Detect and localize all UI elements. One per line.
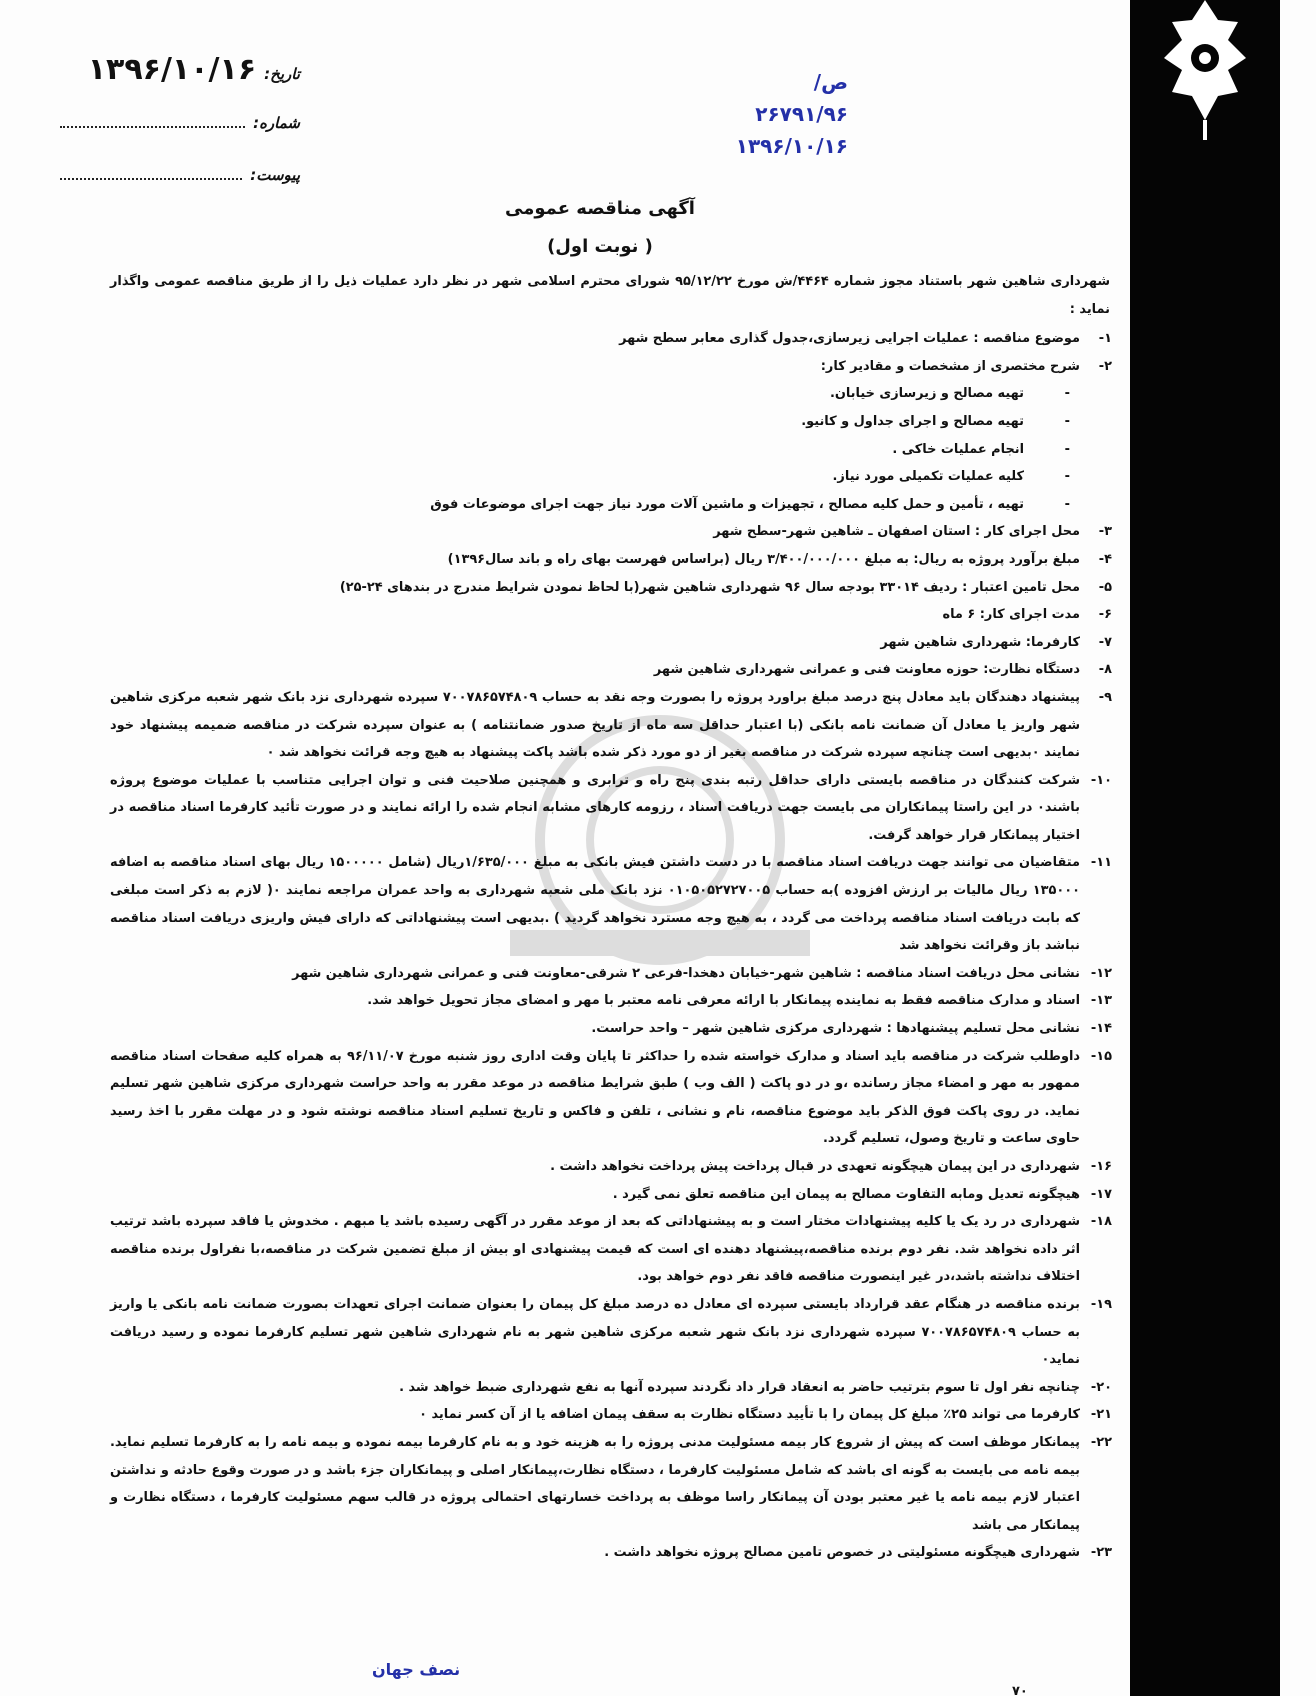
clause-text: شهرداری در این پیمان هیچگونه تعهدی در قبال پرداخت پیش پرداخت نخواهد داشت . [550,1159,1080,1174]
clause-text: داوطلب شرکت در مناقصه باید اسناد و مدارک خواسته شده را حداکثر تا پایان وقت اداری روز شنبه مورخ ۹۶/۱۱/۰۷ به همراه کلیه صفحات اسناد مناقصه ممهور به مهر و امضاء مجاز رسانده ،و در دو پاکت ( الف وب ) طبق شرایط مناقصه در موعد مقرر به واحد حراست شهرداری مرکزی شاهین شهر تسلیم نماید. در روی پاکت فوق الذکر باید موضوع مناقصه، نام و نشانی ، تلفن و فاکس و تاریخ تسلیم اسناد مناقصه نوشته شود و در مهلت مقرر با اخذ رسید حاوی ساعت و تاریخ وصول، تسلیم گردد. [110,1048,1080,1147]
clause-number: ۱۹- [1090,1296,1112,1312]
letter-header [60,52,300,208]
clause-text: نشانی محل دریافت اسناد مناقصه : شاهین شهر-خیابان دهخدا-فرعی ۲ شرقی-معاونت فنی و عمرانی شهرداری شاهین شهر [292,965,1080,981]
clause [110,1374,1110,1402]
clause-number: ۷- [1098,634,1112,650]
clause-number: ۲۲- [1090,1434,1112,1450]
tender-body [110,268,1110,1567]
clause-text: متقاضیان می توانند جهت دریافت اسناد مناقصه با در دست داشتن فیش بانکی به مبلغ ۱/۶۳۵/۰۰۰ریال (شامل ۱۵۰۰۰۰۰ ریال بهای اسناد مناقصه به اضافه ۱۳۵۰۰۰ ریال مالیات بر ارزش افزوده )به حساب ۰۱۰۵۰۵۲۷۲۷۰۰۵ نزد بانک ملی شعبه شهرداری به واحد عمران مراجعه نمایند ٠( لازم به ذکر است مبلغی که بابت دریافت اسناد مناقصه پرداخت می گردد ، به هیچ وجه مسترد نخواهد گردید ) .بدیهی است پیشنهاداتی که دارای فیش واریزی دریافت اسناد مناقصه نباشد باز وقرائت نخواهد شد [110,855,1080,954]
clause-number: ۶- [1098,607,1112,623]
clause [110,601,1110,629]
clause [110,1401,1110,1429]
number-label: شماره: [253,114,300,132]
date-value: ۱۳۹۶/۱۰/۱۶ [87,52,257,87]
spec-text: کلیه عملیات تکمیلی مورد نیاز. [832,469,1024,485]
clause-number: ۸- [1098,662,1112,678]
clause [110,849,1110,959]
clause-text: شرکت کنندگان در مناقصه بایستی دارای حداقل رتبه بندی پنج راه و ترابری و همچنین صلاحیت فنی و توان اجرایی متناسب با عملیات موضوع پروژه باشند٠ در این راستا پیمانکاران می بایست جهت دریافت اسناد ، رزومه کارهای مشابه انجام شده را ارائه نمایند و در صورت تأئید کارفرما اسناد مناقصه در اختیار پیمانکار قرار خواهد گرفت. [110,772,1080,843]
clause-text: مدت اجرای کار: ۶ ماه [942,607,1080,623]
clause-number: ۵- [1098,579,1112,595]
clause [110,1208,1110,1291]
page-subtitle: ( نوبت اول) [547,236,653,257]
clause-text: هیچگونه تعدیل ومابه التفاوت مصالح به پیمان این مناقصه تعلق نمی گیرد . [612,1186,1080,1202]
clause [110,546,1110,574]
clause-number: ۹- [1098,689,1112,705]
spec-text: تهیه ، تأمین و حمل کلیه مصالح ، تجهیزات و ماشین آلات مورد نیاز جهت اجرای موضوعات فوق [430,496,1024,512]
clause-number: ۲۱- [1090,1407,1112,1423]
spec-item [110,436,1080,464]
clause-text: پیشنهاد دهندگان باید معادل پنج درصد مبلغ براورد پروژه را بصورت وجه نقد به حساب ۷۰۰۷۸۶۵۷۴۸۰۹ سپرده شهرداری نزد بانک شهر شعبه مرکزی شاهین شهر واریز یا معادل آن ضمانت نامه بانکی (با اعتبار حداقل سه ماه از تاریخ صدور ضمانتنامه ) به عنوان سپرده شرکت در مناقصه ضمیمه پیشنهاد خود نمایند ٠بدیهی است چنانچه سپرده شرکت در مناقصه بغیر از دو مورد ذکر شده باشد پاکت پیشنهاد به هیچ وجه قرائت نخواهد شد ٠ [110,689,1080,761]
clause-number: ۱۸- [1090,1214,1112,1230]
clause-text: کارفرما: شهرداری شاهین شهر [880,634,1080,650]
clause-number: ۱۶- [1090,1159,1112,1174]
page-title: آگهی مناقصه عمومی [505,198,695,219]
clause-number: ۱۲- [1090,965,1112,981]
clause-text: مبلغ برآورد پروژه به ریال: به مبلغ ۳/۴۰۰/۰۰۰/۰۰۰ ریال (براساس فهرست بهای راه و باند سال۱۳۹۶) [447,551,1080,567]
clause [110,684,1110,767]
clauses-list [110,325,1110,1567]
page-number: ۷۰ [1012,1684,1028,1699]
clause [110,1043,1110,1153]
clause-number: ۲- [1098,358,1112,374]
attachment-row [60,156,300,208]
clause [110,353,1110,519]
clause-text: محل اجرای کار : استان اصفهان ـ شاهین شهر-سطح شهر [713,524,1080,540]
clause-text: پیمانکار موظف است که پیش از شروع کار بیمه مسئولیت مدنی پروژه را به هزینه خود و به نام کارفرما بیمه نموده و بیمه نامه را به کارفرما تسلیم نماید. بیمه نامه می بایست به گونه ای باشد که شامل مسئولیت کارفرما ، دستگاه نظارت،پیمانکار اصلی و پیمانکاران جزء باشد و در صورت وقوع حادثه و نداشتن اعتبار لازم بیمه نامه یا غیر معتبر بودن آن پیمانکار راسا موظف به پرداخت خسارتهای احتمالی پروژه در قالب سهم مسئولیت کارفرما ، دستگاه نظارت و پیمانکار می باشد [110,1434,1080,1533]
clause-number: ۱۵- [1090,1048,1112,1064]
clause-text: نشانی محل تسلیم پیشنهادها : شهرداری مرکزی شاهین شهر – واحد حراست. [591,1021,1080,1037]
clause-number: ۱۷- [1090,1186,1112,1202]
work-specs-list [110,380,1080,518]
clause-number: ۲۰- [1090,1379,1112,1395]
clause [110,1015,1110,1043]
clause [110,518,1110,546]
spec-text: انجام عملیات خاکی . [892,441,1024,457]
clause [110,1539,1110,1567]
date-row [60,52,300,104]
spec-item [110,408,1080,436]
clause-text: کارفرما می تواند ۲۵٪ مبلغ کل پیمان را با تأیید دستگاه نظارت به سقف پیمان اضافه یا از آن کسر نماید ٠ [419,1407,1080,1423]
decorative-side-band [1130,0,1280,1696]
dash-bullet: - [1064,496,1070,512]
clause-text: اسناد و مدارک مناقصه فقط به نماینده پیمانکار با ارائه معرفی نامه معتبر با مهر و امضای مجاز تحویل خواهد شد. [367,993,1080,1009]
spec-item [110,463,1080,491]
clause-number: ۲۳- [1090,1545,1112,1561]
registration-stamp [718,66,848,162]
clause-number: ۱۰- [1090,772,1112,788]
clause [110,1181,1110,1209]
clause [110,574,1110,602]
spec-text: تهیه مصالح و زیرسازی خیابان. [829,386,1024,402]
clause-number: ۱۳- [1090,993,1112,1009]
dash-bullet: - [1064,469,1070,485]
clause [110,629,1110,657]
clause [110,1429,1110,1539]
clause-text: برنده مناقصه در هنگام عقد قرارداد بایستی سپرده ای معادل ده درصد مبلغ کل پیمان را بعنوان ضمانت اجرای تعهدات بصورت ضمانت نامه بانکی یا واریز به حساب ۷۰۰۷۸۶۵۷۴۸۰۹ سپرده شهرداری نزد بانک شهر شعبه مرکزی شاهین شهر به نام شهرداری شاهین شهر تسلیم کارفرما نموده و رسید دریافت نماید٠ [110,1296,1080,1368]
attachment-label: پیوست: [250,166,300,184]
stamp-number: ص/ ۲۶۷۹۱/۹۶ [755,70,848,126]
stamp-date: ۱۳۹۶/۱۰/۱۶ [735,134,848,158]
clause-text: شهرداری در رد یک یا کلیه پیشنهادات مختار است و به پیشنهاداتی که بعد از موعد مقرر در آگهی رسیده باشد یا مبهم . مخدوش یا فاقد سپرده باشد ترتیب اثر داده نخواهد شد. نفر دوم برنده مناقصه،پیشنهاد دهنده ای است که قیمت پیشنهادی او بیش از مبلغ تضمین شرکت در مناقصه،با نفراول برنده مناقصه اختلاف نداشته باشد،در غیر اینصورت مناقصه فاقد نفر دوم خواهد بود. [110,1214,1080,1285]
clause [110,987,1110,1015]
clause-text: چنانچه نفر اول تا سوم بترتیب حاضر به انعقاد قرار داد نگردند سپرده آنها به نفع شهرداری ضبط خواهد شد . [399,1379,1080,1395]
clause-number: ۳- [1098,524,1112,540]
dash-bullet: - [1064,413,1070,429]
clause-text: محل تامین اعتبار : ردیف ۳۳۰۱۴ بودجه سال ۹۶ شهرداری شاهین شهر(با لحاظ نمودن شرایط مندرج در بندهای ۲۴-۲۵) [339,579,1080,595]
spec-item [110,380,1080,408]
dash-bullet: - [1064,441,1070,457]
spec-item [110,491,1080,519]
clause-number: ۱۱- [1090,855,1112,871]
spec-text: تهیه مصالح و اجرای جداول و کانیو. [801,413,1024,429]
clause [110,767,1110,850]
clause-text: موضوع مناقصه : عملیات اجرایی زیرسازی،جدول گذاری معابر سطح شهر [619,331,1080,347]
ornament-icon [1158,0,1252,140]
clause [110,656,1110,684]
dash-bullet: - [1064,386,1070,402]
clause-text: دستگاه نظارت: حوزه معاونت فنی و عمرانی شهرداری شاهین شهر [653,662,1080,678]
date-label: تاریخ: [264,65,300,83]
attachment-dotted-line [60,156,242,180]
intro-paragraph: شهرداری شاهین شهر باستناد مجوز شماره ۴۴۶۴/ش مورخ ۹۵/۱۲/۲۲ شورای محترم اسلامی شهر در نظر دارد عملیات ذیل را از طریق مناقصه عمومی واگذار نماید : [110,274,1111,317]
number-row [60,104,300,156]
clause-number: ۴- [1098,551,1112,567]
clause-text: شرح مختصری از مشخصات و مقادیر کار: [820,358,1080,374]
clause [110,325,1110,353]
clause [110,1153,1110,1181]
number-dotted-line [60,104,245,128]
clause-number: ۱۴- [1090,1021,1112,1037]
clause-text: شهرداری هیچگونه مسئولیتی در خصوص تامین مصالح پروژه نخواهد داشت . [604,1545,1080,1561]
clause-number: ۱- [1098,331,1112,347]
source-label: نصف جهان [372,1660,461,1679]
clause [110,1291,1110,1374]
clause [110,960,1110,988]
